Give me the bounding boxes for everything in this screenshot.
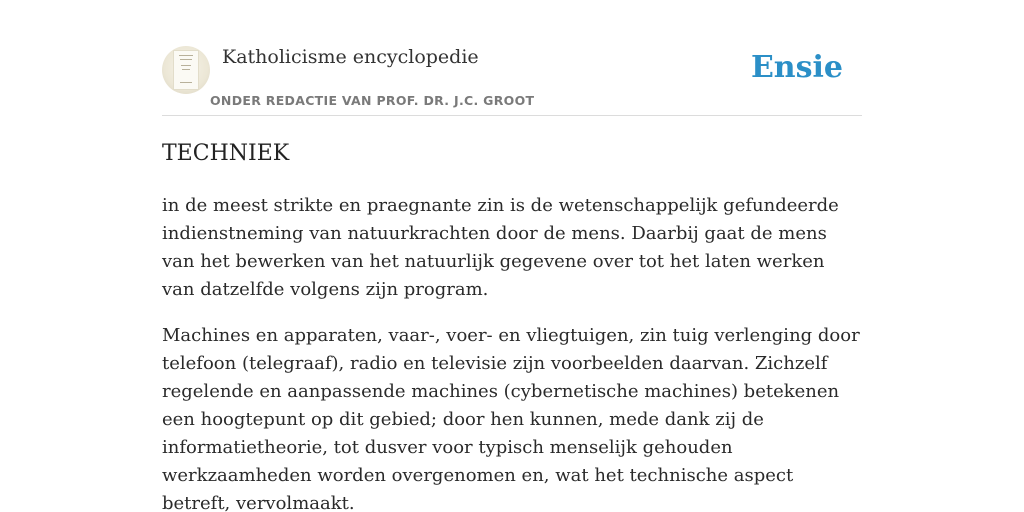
header: [162, 40, 862, 116]
entry-body: [162, 192, 862, 512]
brand-logo[interactable]: Ensie: [750, 50, 843, 85]
entry-paragraph: in de meest strikte en praegnante zin is de wetenschappelijk gefundeerde indienstneming van natuurkrachten door de mens. Daarbij gaat de mens van het bewerken van het natuurlijk gegevene over tot het laten werken van datzelfde volgens zijn program.: [162, 195, 839, 300]
entry-paragraph: Machines en apparaten, vaar-, voer- en vliegtuigen, zin tuig verlenging door telefoon (telegraaf), radio en televisie zijn voorbeelden daarvan. Zichzelf regelende en aanpassende machines (cybernetische machines) betekenen een hoogtepunt op dit gebied; door hen kunnen, mede dank zij de informatietheorie, tot dusver voor typisch menselijk gehouden werkzaamheden worden overgenomen en, wat het technische aspect betreft, vervolmaakt.: [162, 325, 860, 512]
entry-title: TECHNIEK: [162, 141, 290, 166]
site-title[interactable]: Katholicisme encyclopedie: [222, 46, 479, 68]
editor-subtitle: ONDER REDACTIE VAN PROF. DR. J.C. GROOT: [210, 93, 535, 108]
book-cover-icon[interactable]: [162, 46, 210, 94]
book-cover-page: [173, 50, 199, 90]
